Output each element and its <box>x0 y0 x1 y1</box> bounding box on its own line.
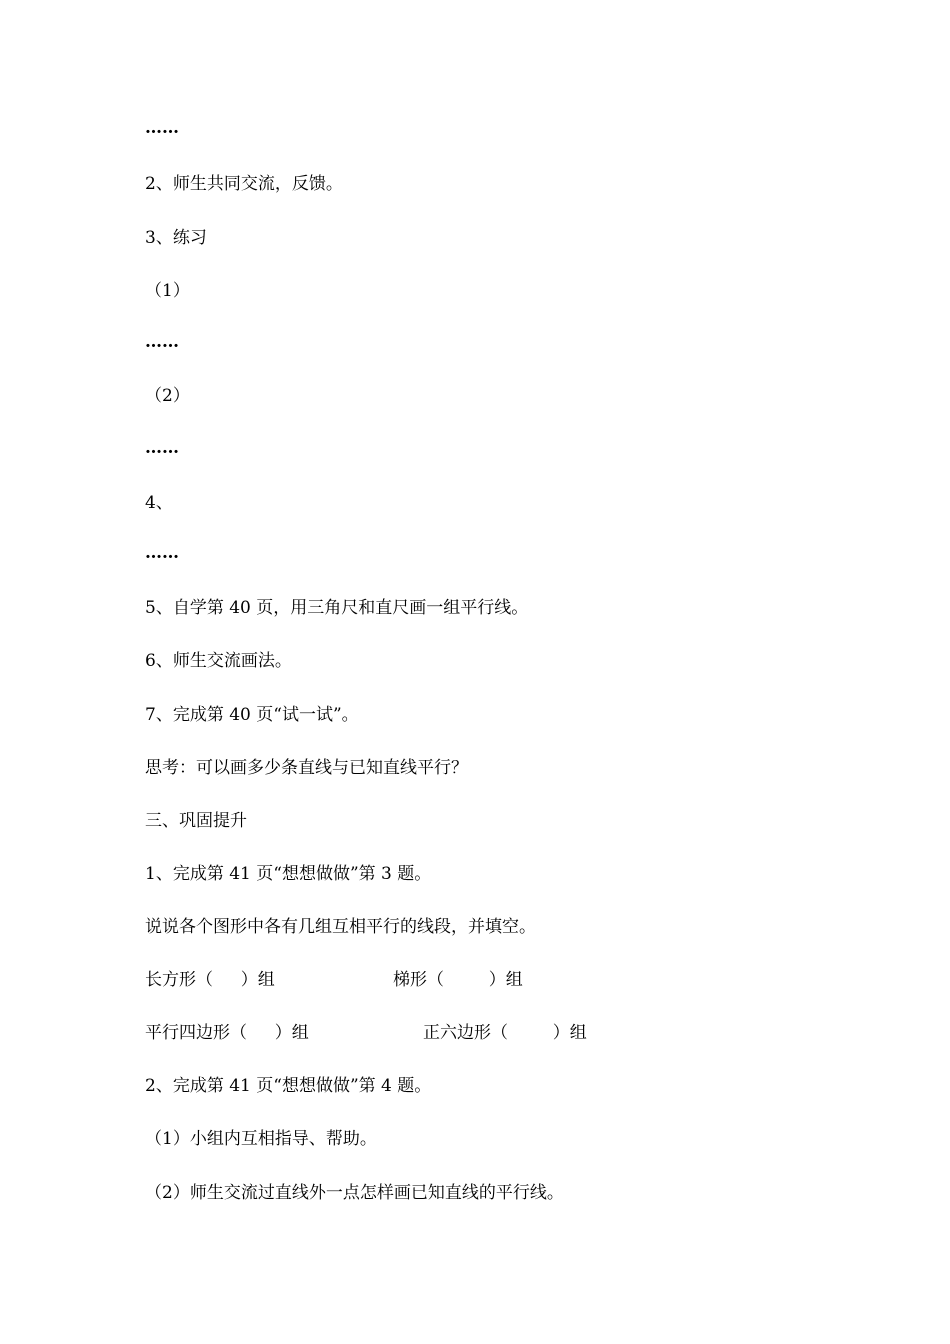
fill-rectangle: 长方形（ ）组 <box>145 970 275 990</box>
step-3-heading: 3、练习 <box>145 228 207 248</box>
fill-hexagon: 正六边形（ ）组 <box>423 1023 587 1043</box>
fill-parallelogram: 平行四边形（ ）组 <box>145 1023 309 1043</box>
task-1-text: 1、完成第 41 页“想想做做”第 3 题。 <box>145 864 432 884</box>
task-2-step-2: （2）师生交流过直线外一点怎样画已知直线的平行线。 <box>145 1183 564 1203</box>
thinking-question: 思考：可以画多少条直线与已知直线平行？ <box>145 758 468 778</box>
ellipsis: …… <box>145 332 179 352</box>
step-2-text: 2、师生共同交流，反馈。 <box>145 174 343 194</box>
ellipsis: …… <box>145 543 179 563</box>
step-6-text: 6、师生交流画法。 <box>145 651 292 671</box>
exercise-1-label: （1） <box>145 281 190 301</box>
ellipsis: …… <box>145 118 179 138</box>
task-2-step-1: （1）小组内互相指导、帮助。 <box>145 1129 377 1149</box>
step-4-heading: 4、 <box>145 493 173 513</box>
fill-trapezoid: 梯形（ ）组 <box>393 970 523 990</box>
step-7-text: 7、完成第 40 页“试一试”。 <box>145 705 359 725</box>
ellipsis: …… <box>145 438 179 458</box>
exercise-2-label: （2） <box>145 386 190 406</box>
task-1-instruction: 说说各个图形中各有几组互相平行的线段，并填空。 <box>145 917 536 937</box>
section-3-heading: 三、巩固提升 <box>145 811 247 831</box>
task-2-text: 2、完成第 41 页“想想做做”第 4 题。 <box>145 1076 432 1096</box>
step-5-text: 5、自学第 40 页，用三角尺和直尺画一组平行线。 <box>145 598 529 618</box>
